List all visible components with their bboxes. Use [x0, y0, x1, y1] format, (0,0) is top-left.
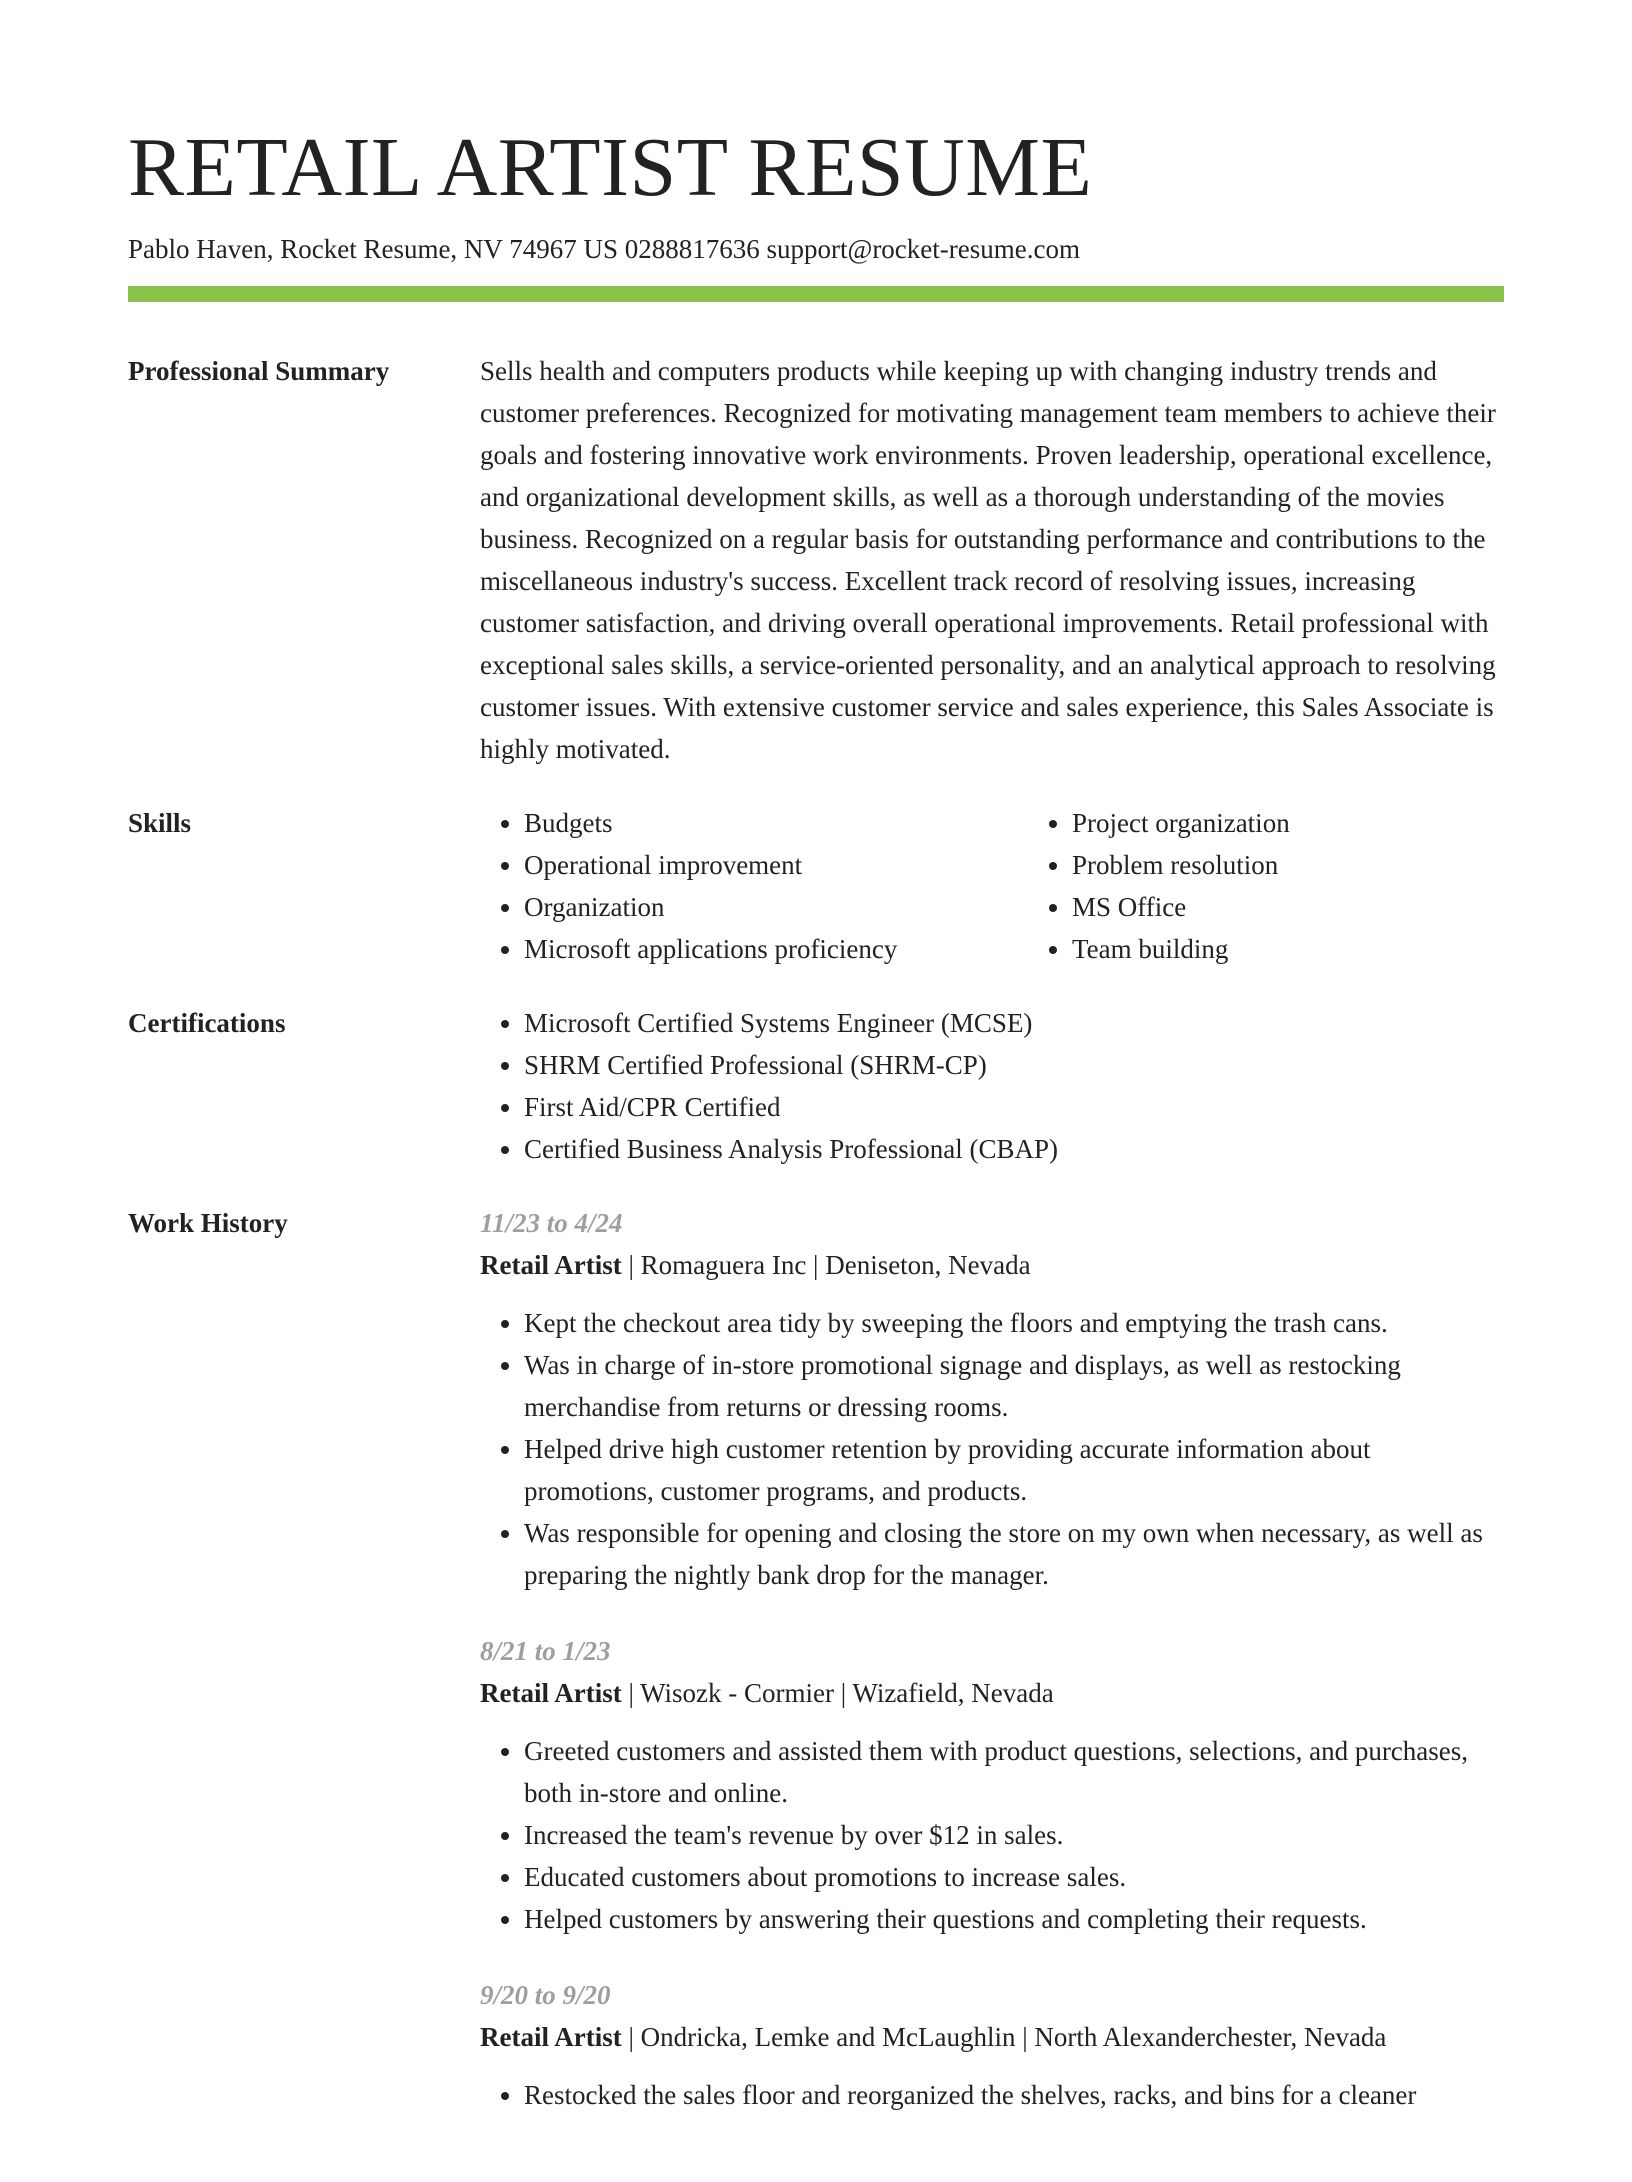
job-heading — [480, 1672, 1504, 1714]
job-dates: 9/20 to 9/20 — [480, 1980, 611, 2010]
job-bullet: • Was in charge of in-store promotional signage and displays, as well as restocking merchandise from returns or dressing rooms. — [524, 1344, 1504, 1428]
job-entry — [480, 1974, 1504, 2116]
resume-title: RETAIL ARTIST RESUME — [128, 121, 1093, 214]
resume-sections — [128, 350, 1504, 2182]
skill-item: • Team building — [1072, 928, 1576, 970]
job-title: Retail Artist — [480, 1250, 622, 1280]
job-entry — [480, 1630, 1504, 1940]
skill-item: • Problem resolution — [1072, 844, 1576, 886]
job-bullet: • Restocked the sales floor and reorganized the shelves, racks, and bins for a cleaner — [524, 2074, 1504, 2116]
skills-list-left — [480, 802, 1028, 970]
job-bullet: • Greeted customers and assisted them with product questions, selections, and purchases, both in-store and online. — [524, 1730, 1504, 1814]
job-dates: 8/21 to 1/23 — [480, 1636, 611, 1666]
work-history-section — [128, 1202, 1504, 2150]
summary-section — [128, 350, 1504, 770]
certifications-list — [480, 1002, 1504, 1170]
job-bullet: • Helped drive high customer retention by providing accurate information about promotions, customer programs, and products. — [524, 1428, 1504, 1512]
skills-body — [480, 802, 1504, 970]
job-bullet: • Educated customers about promotions to increase sales. — [524, 1856, 1504, 1898]
job-heading — [480, 2016, 1504, 2058]
job-bullet: • Was responsible for opening and closing the store on my own when necessary, as well as preparing the nightly bank drop for the manager. — [524, 1512, 1504, 1596]
job-title: Retail Artist — [480, 2022, 622, 2052]
job-dates: 11/23 to 4/24 — [480, 1208, 623, 1238]
section-label-summary: Professional Summary — [128, 356, 390, 386]
summary-text: Sells health and computers products while keeping up with changing industry trends and customer preferences. Recognized for motivating management team members to achieve their goals and fostering innovative work environments. Proven leadership, operational excellence, and organizational development skills, as well as a thorough understanding of the movies business. Recognized on a regular basis for outstanding performance and contributions to the miscellaneous industry's success. Excellent track record of resolving issues, increasing customer satisfaction, and driving overall operational improvements. Retail professional with exceptional sales skills, a service-oriented personality, and an analytical approach to resolving customer issues. With extensive customer service and sales experience, this Sales Associate is highly motivated. — [480, 356, 1496, 764]
contact-line: Pablo Haven, Rocket Resume, NV 74967 US 0288817636 support@rocket-resume.com — [128, 234, 1080, 264]
job-entry — [480, 1202, 1504, 1596]
job-bullet: • Increased the team's revenue by over $12 in sales. — [524, 1814, 1504, 1856]
skill-item: • MS Office — [1072, 886, 1576, 928]
job-bullets — [480, 2074, 1504, 2116]
job-bullets — [480, 1730, 1504, 1940]
skills-section — [128, 802, 1504, 970]
certification-item: • Certified Business Analysis Professional (CBAP) — [524, 1128, 1504, 1170]
certification-item: • First Aid/CPR Certified — [524, 1086, 1504, 1128]
work-history-body — [480, 1202, 1504, 2150]
skills-list-right — [1028, 802, 1576, 970]
certifications-body — [480, 1002, 1504, 1170]
certification-item: • SHRM Certified Professional (SHRM-CP) — [524, 1044, 1504, 1086]
certification-item: • Microsoft Certified Systems Engineer (MCSE) — [524, 1002, 1504, 1044]
job-details: | Wisozk - Cormier | Wizafield, Nevada — [621, 1678, 1054, 1708]
section-label-work-history: Work History — [128, 1208, 288, 1238]
job-title: Retail Artist — [480, 1678, 622, 1708]
job-bullets — [480, 1302, 1504, 1596]
skill-item: • Operational improvement — [524, 844, 1028, 886]
skill-item: • Organization — [524, 886, 1028, 928]
skill-item: • Microsoft applications proficiency — [524, 928, 1028, 970]
accent-divider — [128, 286, 1504, 302]
certifications-section — [128, 1002, 1504, 1170]
job-heading — [480, 1244, 1504, 1286]
job-details: | Ondricka, Lemke and McLaughlin | North Alexanderchester, Nevada — [621, 2022, 1387, 2052]
job-bullet: • Kept the checkout area tidy by sweeping the floors and emptying the trash cans. — [524, 1302, 1504, 1344]
job-bullet: • Helped customers by answering their questions and completing their requests. — [524, 1898, 1504, 1940]
section-label-certifications: Certifications — [128, 1008, 286, 1038]
skill-item: • Budgets — [524, 802, 1028, 844]
section-label-skills: Skills — [128, 808, 192, 838]
skill-item: • Project organization — [1072, 802, 1576, 844]
job-details: | Romaguera Inc | Deniseton, Nevada — [621, 1250, 1031, 1280]
summary-body — [480, 350, 1504, 770]
